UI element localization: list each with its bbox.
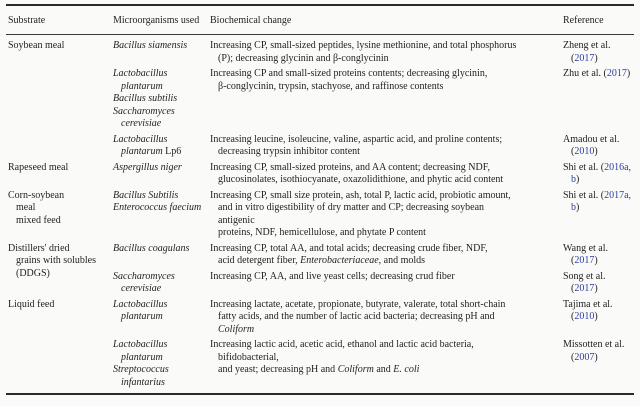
text-line: [210, 68, 563, 81]
substrate-group: [8, 190, 634, 240]
reference-cell: [563, 40, 634, 65]
text-segment: Increasing CP, AA, and live yeast cells; decreasing crud fiber: [210, 270, 455, 282]
organism-name: E. coli: [393, 364, 420, 375]
text-line: [210, 227, 563, 240]
organism-name: infantarius: [121, 376, 165, 388]
substrate-cell: [8, 162, 113, 187]
text-segment: Amadou et al.: [563, 133, 620, 145]
substrate-group: [8, 40, 634, 159]
organism-name: plantarum: [121, 311, 163, 322]
col-header-biochemical-change: Biochemical change: [210, 15, 292, 26]
text-line: [210, 311, 563, 324]
text-line: [113, 162, 210, 175]
text-line: [563, 255, 634, 268]
text-line: [563, 174, 634, 187]
text-line: [113, 146, 210, 159]
text-segment: mixed feed: [16, 214, 61, 226]
table-row: [113, 190, 634, 240]
microorganisms-cell: [113, 68, 210, 131]
organism-name: cerevisiae: [121, 118, 162, 129]
text-segment: glucosinolates, isothiocyanate, oxazolidithione, and phytic acid content: [218, 174, 504, 185]
text-segment: (DDGS): [16, 267, 50, 279]
text-segment: Distillers' dried: [8, 242, 70, 254]
organism-name: cerevisiae: [121, 283, 162, 294]
text-segment: Increasing lactic acid, acetic acid, ethanol and lactic acid bacteria,: [210, 339, 474, 350]
text-segment: Corn-soybean: [8, 189, 65, 201]
table-row: [113, 68, 634, 131]
text-segment: Increasing CP, small-sized peptides, lysine methionine, and total phosphorus: [210, 40, 517, 51]
text-segment: Zhu et al. (: [563, 68, 607, 79]
text-line: [210, 352, 563, 365]
text-segment: and in vitro digestibility of dry matter and CP; decreasing soybean: [218, 202, 485, 213]
text-line: [8, 215, 113, 228]
text-segment: Tajima et al.: [563, 298, 613, 310]
microorganisms-cell: [113, 40, 210, 65]
text-segment: fatty acids, and the number of lactic acid bacteria; decreasing pH and: [218, 311, 495, 322]
text-segment: Shi et al. (: [563, 189, 605, 201]
text-line: [563, 339, 634, 352]
organism-name: plantarum: [121, 351, 163, 363]
text-segment: and yeast; decreasing pH and: [218, 364, 338, 375]
text-segment: antigenic: [218, 214, 255, 226]
table-row: [113, 299, 634, 337]
organism-name: Streptococcus: [113, 364, 169, 375]
text-segment: Wang et al.: [563, 242, 609, 254]
reference-cell: [563, 134, 634, 159]
text-segment: ): [626, 68, 631, 79]
reference-cell: [563, 339, 634, 389]
substrate-group: [8, 162, 634, 187]
text-segment: , and molds: [378, 255, 426, 266]
text-line: [113, 352, 210, 365]
text-line: [113, 68, 210, 81]
organism-name: Enterococcus faecium: [113, 202, 202, 213]
text-line: [210, 81, 563, 94]
citation-year-link[interactable]: b: [571, 174, 576, 185]
text-line: [113, 190, 210, 203]
text-line: [210, 339, 563, 352]
text-segment: Increasing CP, small-sized proteins, and AA content; decreasing NDF,: [210, 161, 490, 173]
text-line: [8, 40, 113, 53]
text-segment: Soybean meal: [8, 40, 65, 51]
text-line: [210, 40, 563, 53]
biochemical-change-cell: [210, 190, 563, 240]
text-segment: ): [576, 202, 580, 213]
text-line: [563, 53, 634, 66]
text-line: [113, 377, 210, 390]
text-segment: meal: [16, 202, 36, 213]
text-line: [8, 202, 113, 215]
organism-name: Lactobacillus: [113, 339, 168, 350]
text-line: [563, 283, 634, 296]
text-segment: (: [571, 351, 575, 363]
col-header-microorganisms: Microorganisms used: [113, 15, 200, 26]
reference-cell: [563, 271, 634, 296]
text-segment: ): [576, 174, 580, 185]
text-line: [210, 190, 563, 203]
citation-year-link[interactable]: 2016a,: [604, 161, 632, 173]
text-line: [563, 146, 634, 159]
text-segment: Increasing leucine, isoleucine, valine, aspartic acid, and proline contents;: [210, 133, 503, 145]
substrate-cell: [8, 243, 113, 296]
text-line: [113, 81, 210, 94]
text-line: [113, 106, 210, 119]
biochemical-change-cell: [210, 68, 563, 131]
reference-cell: [563, 162, 634, 187]
text-segment: (P); decreasing glycinin and β-conglycinin: [218, 52, 389, 64]
text-line: [563, 40, 634, 53]
biochemical-change-cell: [210, 40, 563, 65]
table-header-row: [6, 6, 634, 34]
organism-name: Bacillus coagulans: [113, 242, 190, 254]
text-segment: (: [571, 52, 575, 64]
reference-cell: [563, 190, 634, 240]
citation-year-link[interactable]: 2017: [606, 68, 627, 79]
table-row: [113, 134, 634, 159]
text-line: [113, 40, 210, 53]
text-line: [563, 311, 634, 324]
citation-year-link[interactable]: 2017a,: [604, 189, 632, 201]
text-segment: Lp6: [162, 146, 182, 157]
text-line: [210, 146, 563, 159]
citation-year-link[interactable]: 2007: [574, 351, 595, 363]
col-header-substrate: Substrate: [8, 15, 46, 26]
microorganisms-cell: [113, 134, 210, 159]
citation-year-link[interactable]: 2017: [574, 255, 595, 266]
table-rule-bottom: [6, 393, 634, 395]
text-segment: ): [594, 146, 598, 157]
text-segment: Liquid feed: [8, 298, 55, 310]
text-segment: ): [594, 52, 598, 64]
organism-name: Saccharomyces: [113, 105, 175, 117]
organism-name: Coliform: [218, 323, 255, 335]
text-segment: decreasing trypsin inhibitor content: [218, 146, 360, 157]
text-segment: (: [571, 311, 575, 322]
text-segment: (: [571, 283, 575, 294]
text-segment: Zheng et al.: [563, 40, 611, 51]
text-segment: ): [594, 351, 598, 363]
text-line: [8, 255, 113, 268]
organism-name: plantarum: [121, 146, 163, 157]
text-segment: (: [571, 255, 575, 266]
text-segment: Increasing lactate, acetate, propionate, butyrate, valerate, total short-chain: [210, 298, 506, 310]
text-line: [210, 134, 563, 147]
text-line: [8, 243, 113, 256]
text-line: [8, 299, 113, 312]
text-segment: Increasing CP, total AA, and total acids; decreasing crude fiber, NDF,: [210, 242, 488, 254]
text-line: [210, 202, 563, 215]
reference-cell: [563, 243, 634, 268]
text-line: [563, 271, 634, 284]
citation-year-link[interactable]: 2017: [574, 283, 595, 294]
text-line: [210, 324, 563, 337]
text-line: [8, 268, 113, 281]
group-rows: [113, 40, 634, 159]
substrate-group: [8, 299, 634, 390]
microorganisms-cell: [113, 271, 210, 296]
substrate-group: [8, 243, 634, 296]
text-segment: grains with solubles: [16, 255, 96, 266]
substrate-cell: [8, 40, 113, 159]
text-segment: ): [594, 255, 598, 266]
text-line: [210, 243, 563, 256]
organism-name: plantarum: [121, 80, 163, 92]
group-rows: [113, 190, 634, 240]
text-segment: acid detergent fiber,: [218, 255, 301, 266]
text-segment: (: [571, 146, 575, 157]
citation-year-link[interactable]: 2010: [574, 146, 595, 157]
organism-name: Bacillus Subtilis: [113, 189, 179, 201]
text-segment: ): [594, 283, 598, 294]
substrate-cell: [8, 299, 113, 390]
microorganisms-cell: [113, 190, 210, 240]
text-line: [113, 311, 210, 324]
text-line: [210, 162, 563, 175]
text-line: [210, 299, 563, 312]
table-row: [113, 40, 634, 65]
microorganisms-cell: [113, 243, 210, 268]
biochemical-change-cell: [210, 134, 563, 159]
text-line: [113, 202, 210, 215]
text-segment: ): [594, 311, 598, 322]
text-line: [563, 243, 634, 256]
text-line: [113, 364, 210, 377]
text-line: [113, 283, 210, 296]
text-line: [113, 339, 210, 352]
organism-name: Aspergillus niger: [113, 161, 182, 173]
substrate-cell: [8, 190, 113, 240]
organism-name: Lactobacillus: [113, 68, 168, 79]
text-line: [210, 215, 563, 228]
text-line: [563, 162, 634, 175]
text-line: [563, 352, 634, 365]
text-segment: proteins, NDF, hemicellulose, and phytate P content: [218, 227, 426, 238]
organism-name: Lactobacillus: [113, 298, 168, 310]
table-row: [113, 271, 634, 296]
text-line: [563, 202, 634, 215]
text-line: [210, 271, 563, 284]
text-line: [113, 134, 210, 147]
text-segment: Song et al.: [563, 270, 606, 282]
table-body: [6, 35, 634, 393]
organism-name: Enterobacteriaceae: [300, 255, 379, 266]
text-line: [563, 68, 634, 81]
biochemical-change-cell: [210, 162, 563, 187]
text-segment: Missotten et al.: [563, 339, 625, 350]
text-line: [210, 364, 563, 377]
text-segment: Increasing CP, small size protein, ash, total P, lactic acid, probiotic amount,: [210, 189, 511, 201]
citation-year-link[interactable]: b: [571, 202, 576, 213]
biochemical-change-cell: [210, 339, 563, 389]
text-line: [113, 243, 210, 256]
group-rows: [113, 162, 634, 187]
reference-cell: [563, 68, 634, 131]
table-row: [113, 339, 634, 389]
microorganisms-cell: [113, 162, 210, 187]
text-line: [113, 93, 210, 106]
microorganisms-cell: [113, 299, 210, 337]
text-line: [563, 134, 634, 147]
citation-year-link[interactable]: 2010: [574, 311, 595, 322]
text-line: [210, 53, 563, 66]
text-line: [113, 271, 210, 284]
group-rows: [113, 299, 634, 390]
organism-name: Coliform: [337, 364, 374, 375]
text-line: [113, 299, 210, 312]
citation-year-link[interactable]: 2017: [574, 52, 595, 64]
text-line: [113, 118, 210, 131]
biochemical-change-cell: [210, 271, 563, 296]
text-line: [210, 255, 563, 268]
biochemical-change-cell: [210, 299, 563, 337]
text-segment: Shi et al. (: [563, 161, 605, 173]
col-header-reference: Reference: [563, 15, 604, 26]
organism-name: Lactobacillus: [113, 133, 168, 145]
text-line: [563, 299, 634, 312]
text-segment: Increasing CP and small-sized proteins contents; decreasing glycinin,: [210, 68, 488, 79]
organism-name: Bacillus subtilis: [113, 93, 178, 104]
organism-name: Bacillus siamensis: [113, 40, 188, 51]
microorganisms-cell: [113, 339, 210, 389]
text-segment: β-conglycinin, trypsin, stachyose, and raffinose contents: [218, 80, 444, 92]
text-segment: and: [373, 364, 394, 375]
text-segment: bifidobacterial,: [218, 351, 279, 363]
biochemical-change-cell: [210, 243, 563, 268]
text-line: [210, 174, 563, 187]
table-row: [113, 243, 634, 268]
text-line: [563, 190, 634, 203]
group-rows: [113, 243, 634, 296]
reference-cell: [563, 299, 634, 337]
text-line: [8, 190, 113, 203]
text-segment: Rapeseed meal: [8, 161, 69, 173]
table-row: [113, 162, 634, 187]
organism-name: Saccharomyces: [113, 270, 175, 282]
text-line: [8, 162, 113, 175]
